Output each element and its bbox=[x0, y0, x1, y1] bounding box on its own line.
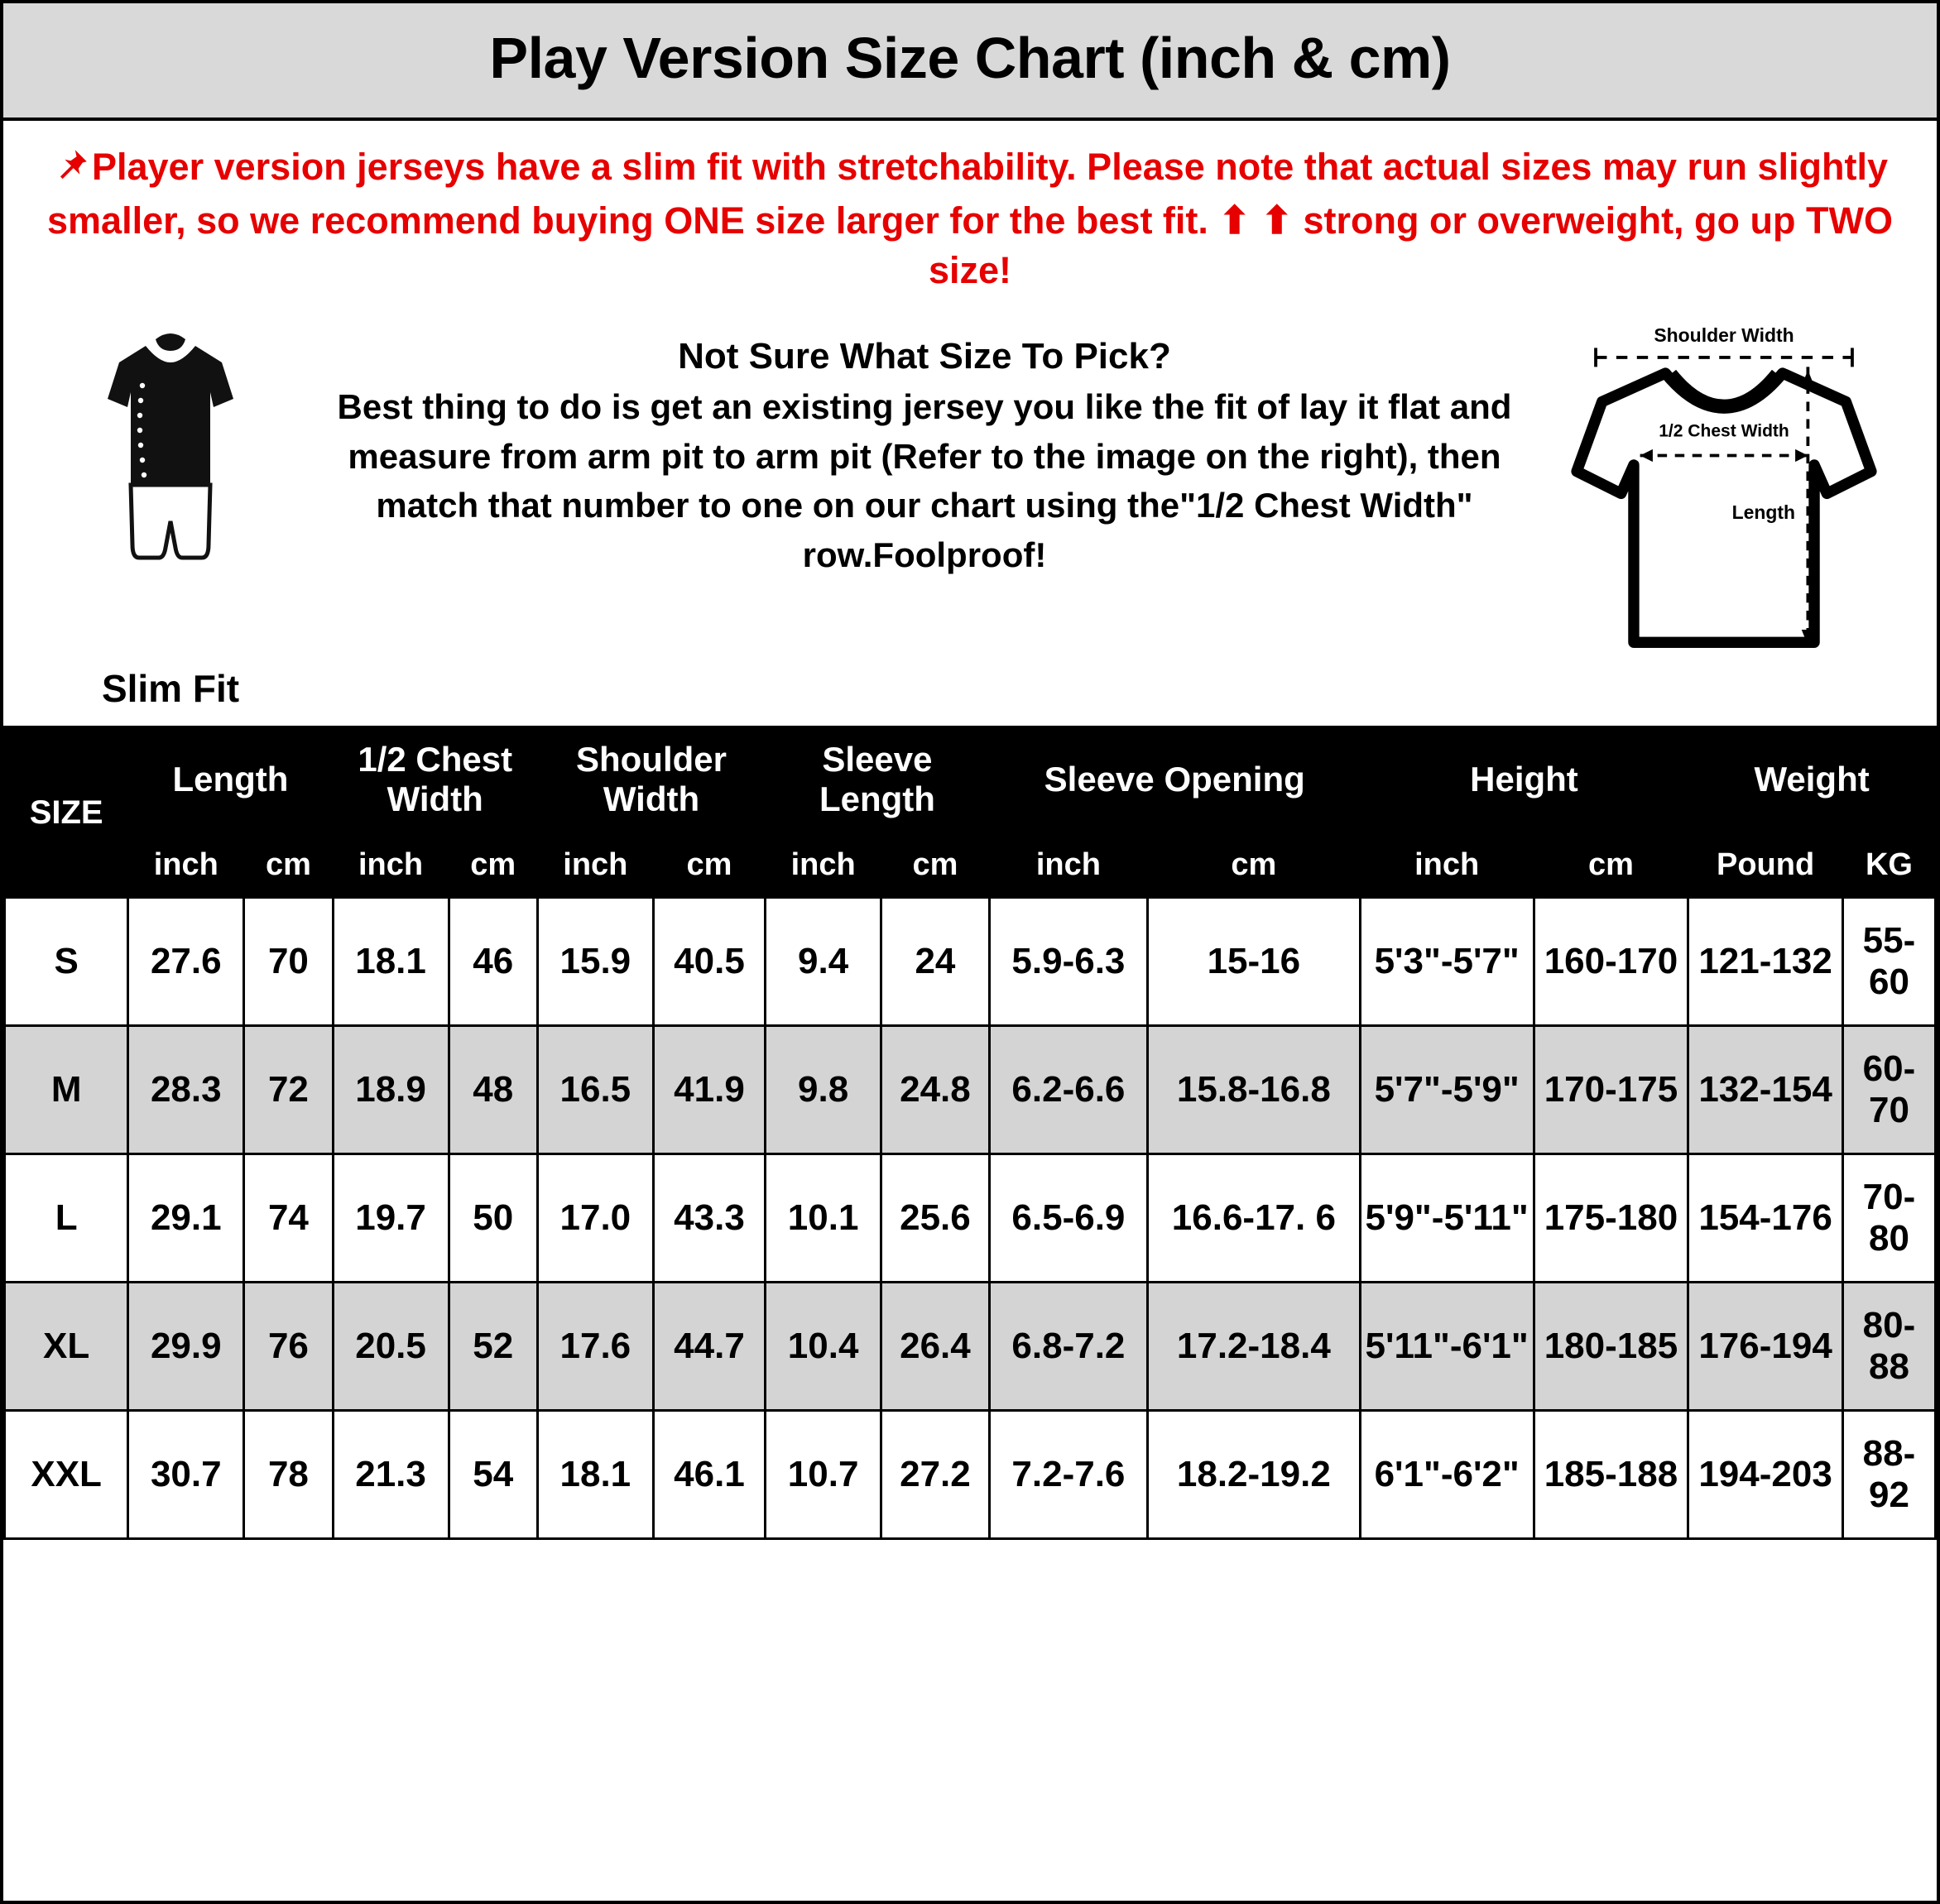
unit-weight-pound: Pound bbox=[1688, 832, 1843, 898]
cell: 18.9 bbox=[333, 1026, 449, 1154]
header-size: SIZE bbox=[5, 727, 128, 898]
row-size: XXL bbox=[5, 1411, 128, 1539]
title-bar bbox=[3, 3, 1937, 121]
size-help-body: Best thing to do is get an existing jersey you like the fit of lay it flat and measure from arm pit to arm pit (Refer to the image on the right), then match that number to one on our chart using the"1/2 Chest Width" row.Foolproof! bbox=[337, 387, 1512, 575]
cell: 18.1 bbox=[333, 898, 449, 1026]
cell: 9.8 bbox=[766, 1026, 881, 1154]
slim-fit-column bbox=[22, 311, 319, 711]
table-row bbox=[5, 898, 1936, 1026]
slim-fit-label: Slim Fit bbox=[101, 667, 240, 711]
arrow-up-icon-1: ⬆ bbox=[1218, 199, 1251, 242]
cell: 50 bbox=[449, 1154, 537, 1283]
cell: 20.5 bbox=[333, 1283, 449, 1411]
cell: 26.4 bbox=[881, 1283, 990, 1411]
cell: 24.8 bbox=[881, 1026, 990, 1154]
cell: 17.2-18.4 bbox=[1148, 1283, 1361, 1411]
page-title: Play Version Size Chart (inch & cm) bbox=[489, 26, 1451, 90]
svg-text:Length: Length bbox=[1731, 501, 1796, 524]
cell: 52 bbox=[449, 1283, 537, 1411]
notice-text-1: Player version jerseys have a slim fit with stretchability. Please note that actual sizes may run slightly smaller, so we recommend buying ONE size larger for the best fit. bbox=[47, 146, 1889, 242]
unit-sleeve-length-cm: cm bbox=[881, 832, 990, 898]
cell: 55-60 bbox=[1842, 898, 1935, 1026]
cell: 5'7"-5'9" bbox=[1360, 1026, 1534, 1154]
cell: 176-194 bbox=[1688, 1283, 1843, 1411]
measurement-diagram-column bbox=[1529, 311, 1918, 688]
unit-sleeve-length-inch: inch bbox=[766, 832, 881, 898]
unit-length-cm: cm bbox=[244, 832, 333, 898]
row-size: S bbox=[5, 898, 128, 1026]
cell: 15-16 bbox=[1148, 898, 1361, 1026]
header-height: Height bbox=[1360, 727, 1688, 833]
unit-chest-cm: cm bbox=[449, 832, 537, 898]
notice-text-2: strong or overweight, go up TWO size! bbox=[928, 199, 1893, 291]
cell: 5.9-6.3 bbox=[989, 898, 1147, 1026]
cell: 27.6 bbox=[128, 898, 244, 1026]
size-table bbox=[3, 726, 1937, 1540]
cell: 28.3 bbox=[128, 1026, 244, 1154]
cell: 10.1 bbox=[766, 1154, 881, 1283]
svg-text:1/2 Chest Width: 1/2 Chest Width bbox=[1659, 421, 1789, 441]
cell: 46 bbox=[449, 898, 537, 1026]
cell: 44.7 bbox=[653, 1283, 765, 1411]
cell: 6.8-7.2 bbox=[989, 1283, 1147, 1411]
cell: 185-188 bbox=[1534, 1411, 1688, 1539]
cell: 9.4 bbox=[766, 898, 881, 1026]
table-row bbox=[5, 1283, 1936, 1411]
cell: 88-92 bbox=[1842, 1411, 1935, 1539]
cell: 6.2-6.6 bbox=[989, 1026, 1147, 1154]
cell: 15.8-16.8 bbox=[1148, 1026, 1361, 1154]
cell: 25.6 bbox=[881, 1154, 990, 1283]
row-size: L bbox=[5, 1154, 128, 1283]
cell: 80-88 bbox=[1842, 1283, 1935, 1411]
jersey-slim-fit-figure-icon bbox=[22, 326, 319, 661]
cell: 74 bbox=[244, 1154, 333, 1283]
size-help-column bbox=[319, 311, 1529, 580]
cell: 21.3 bbox=[333, 1411, 449, 1539]
cell: 5'3"-5'7" bbox=[1360, 898, 1534, 1026]
cell: 175-180 bbox=[1534, 1154, 1688, 1283]
cell: 72 bbox=[244, 1026, 333, 1154]
cell: 6.5-6.9 bbox=[989, 1154, 1147, 1283]
cell: 41.9 bbox=[653, 1026, 765, 1154]
unit-height-inch: inch bbox=[1360, 832, 1534, 898]
cell: 154-176 bbox=[1688, 1154, 1843, 1283]
cell: 180-185 bbox=[1534, 1283, 1688, 1411]
cell: 29.9 bbox=[128, 1283, 244, 1411]
cell: 160-170 bbox=[1534, 898, 1688, 1026]
cell: 10.4 bbox=[766, 1283, 881, 1411]
unit-shoulder-cm: cm bbox=[653, 832, 765, 898]
cell: 43.3 bbox=[653, 1154, 765, 1283]
tshirt-measurement-diagram-icon bbox=[1529, 319, 1918, 688]
cell: 70-80 bbox=[1842, 1154, 1935, 1283]
cell: 17.0 bbox=[537, 1154, 653, 1283]
cell: 170-175 bbox=[1534, 1026, 1688, 1154]
table-body bbox=[5, 898, 1936, 1539]
header-length: Length bbox=[128, 727, 333, 833]
cell: 29.1 bbox=[128, 1154, 244, 1283]
row-size: M bbox=[5, 1026, 128, 1154]
cell: 15.9 bbox=[537, 898, 653, 1026]
row-size: XL bbox=[5, 1283, 128, 1411]
cell: 10.7 bbox=[766, 1411, 881, 1539]
arrow-up-icon-2: ⬆ bbox=[1261, 199, 1294, 242]
cell: 5'11"-6'1" bbox=[1360, 1283, 1534, 1411]
unit-chest-inch: inch bbox=[333, 832, 449, 898]
header-shoulder-width: Shoulder Width bbox=[537, 727, 765, 833]
table-head bbox=[5, 727, 1936, 898]
cell: 30.7 bbox=[128, 1411, 244, 1539]
table-row bbox=[5, 1154, 1936, 1283]
cell: 132-154 bbox=[1688, 1026, 1843, 1154]
cell: 24 bbox=[881, 898, 990, 1026]
table-head-groups bbox=[5, 727, 1936, 833]
header-sleeve-opening: Sleeve Opening bbox=[989, 727, 1360, 833]
cell: 194-203 bbox=[1688, 1411, 1843, 1539]
cell: 16.6-17. 6 bbox=[1148, 1154, 1361, 1283]
header-sleeve-length: Sleeve Length bbox=[766, 727, 990, 833]
cell: 76 bbox=[244, 1283, 333, 1411]
unit-weight-kg: KG bbox=[1842, 832, 1935, 898]
unit-height-cm: cm bbox=[1534, 832, 1688, 898]
cell: 5'9"-5'11" bbox=[1360, 1154, 1534, 1283]
table-row bbox=[5, 1411, 1936, 1539]
unit-sleeve-opening-inch: inch bbox=[989, 832, 1147, 898]
cell: 40.5 bbox=[653, 898, 765, 1026]
cell: 70 bbox=[244, 898, 333, 1026]
cell: 27.2 bbox=[881, 1411, 990, 1539]
unit-length-inch: inch bbox=[128, 832, 244, 898]
notice-banner bbox=[3, 121, 1937, 306]
cell: 54 bbox=[449, 1411, 537, 1539]
cell: 46.1 bbox=[653, 1411, 765, 1539]
table-row bbox=[5, 1026, 1936, 1154]
cell: 121-132 bbox=[1688, 898, 1843, 1026]
svg-text:Shoulder Width: Shoulder Width bbox=[1654, 324, 1794, 346]
header-weight: Weight bbox=[1688, 727, 1936, 833]
cell: 60-70 bbox=[1842, 1026, 1935, 1154]
cell: 78 bbox=[244, 1411, 333, 1539]
unit-shoulder-inch: inch bbox=[537, 832, 653, 898]
header-half-chest-width: 1/2 Chest Width bbox=[333, 727, 537, 833]
unit-sleeve-opening-cm: cm bbox=[1148, 832, 1361, 898]
cell: 17.6 bbox=[537, 1283, 653, 1411]
cell: 19.7 bbox=[333, 1154, 449, 1283]
cell: 48 bbox=[449, 1026, 537, 1154]
cell: 6'1"-6'2" bbox=[1360, 1411, 1534, 1539]
cell: 7.2-7.6 bbox=[989, 1411, 1147, 1539]
middle-section bbox=[3, 306, 1937, 726]
cell: 18.1 bbox=[537, 1411, 653, 1539]
cell: 16.5 bbox=[537, 1026, 653, 1154]
size-help-heading: Not Sure What Size To Pick? bbox=[678, 336, 1171, 377]
cell: 18.2-19.2 bbox=[1148, 1411, 1361, 1539]
table-head-units bbox=[5, 832, 1936, 898]
pushpin-icon bbox=[52, 146, 90, 196]
